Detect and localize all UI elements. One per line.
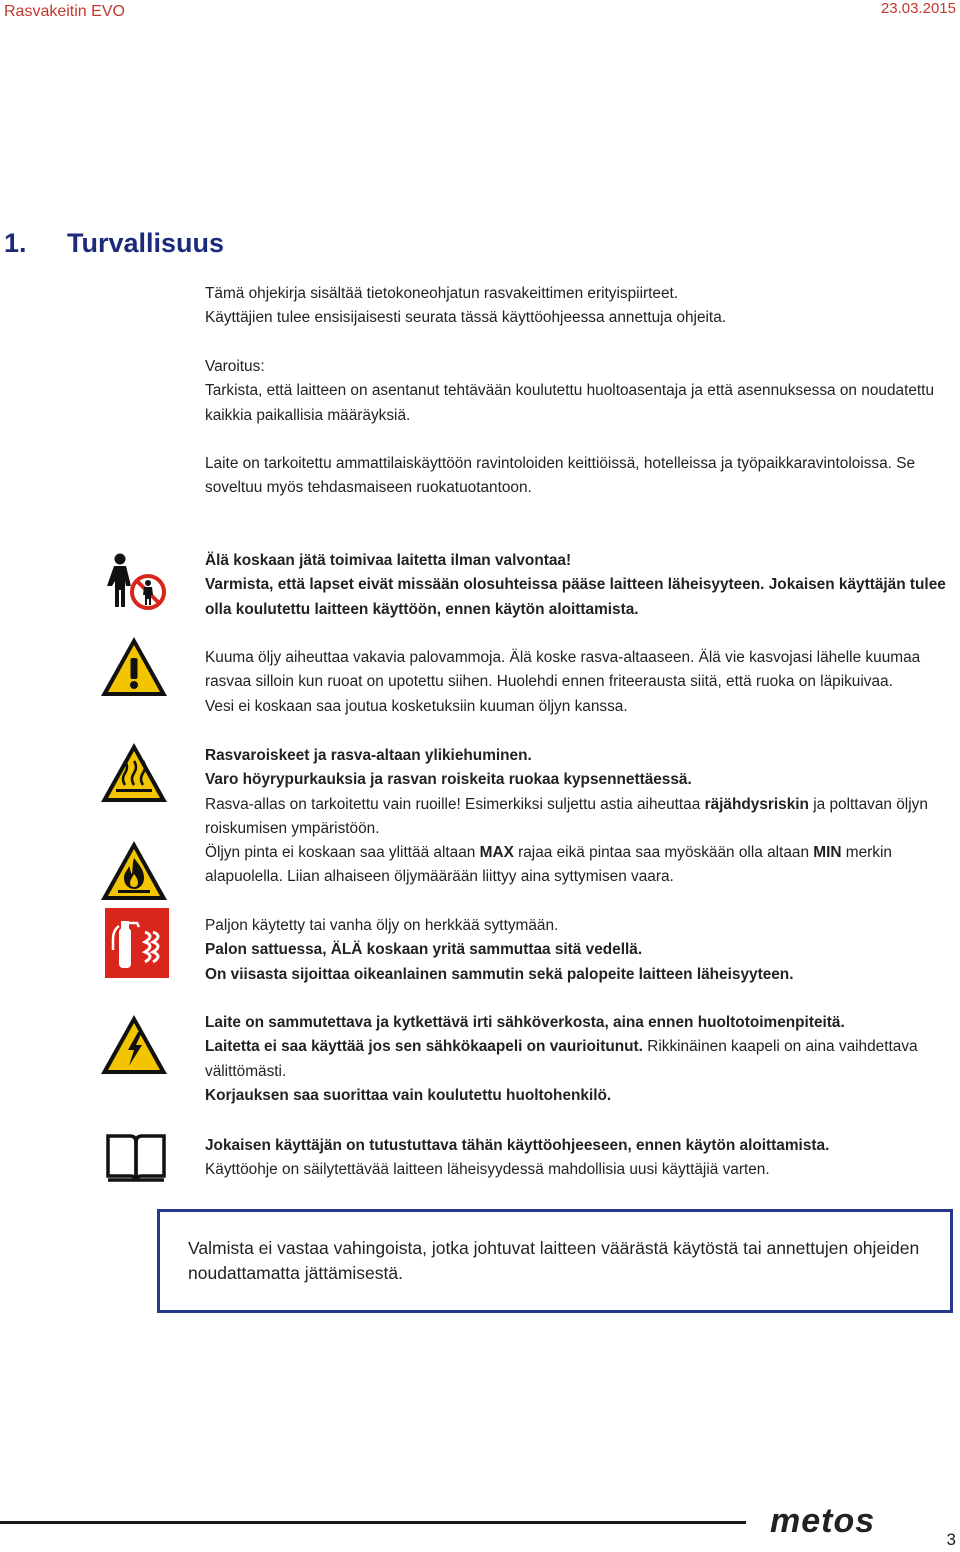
warning-text: Tarkista, että laitteen on asentanut tehtävään koulutettu huoltoasentaja ja että asennuksessa on noudatettu kaikkia paikallisia määräyksiä.: [205, 382, 935, 424]
fire-bold-2: On viisasta sijoittaa oikeanlainen sammutin sekä palopeite laitteen läheisyyteen.: [205, 965, 794, 983]
hot-oil-block: [205, 646, 960, 719]
electric-bold-3: Korjauksen saa suorittaa vain koulutettu huoltohenkilö.: [205, 1086, 612, 1104]
hot-surface-icon: [98, 740, 170, 806]
usage-text: Laite on tarkoitettu ammattilaiskäyttöön ravintoloiden keittiöissä, hotelleissa ja työpaikkaravintoloissa. Se soveltuu myös tehdasmaiseen ruokatuotantoon.: [205, 455, 916, 497]
supervision-block: [205, 549, 960, 622]
supervision-bold-1: Älä koskaan jätä toimivaa laitetta ilman valvontaa!: [205, 552, 572, 569]
splash-bold-1: Rasvaroiskeet ja rasva-altaan ylikiehuminen.: [205, 747, 532, 764]
usage-paragraph: [205, 452, 960, 501]
document-header-title: Rasvakeitin EVO: [4, 3, 125, 20]
fire-extinguisher-icon: [105, 908, 169, 978]
read-manual-icon: [104, 1130, 168, 1184]
splash-text-2d: MIN: [813, 844, 842, 862]
no-children-icon: [106, 552, 168, 612]
splash-text-2a: Öljyn pinta ei koskaan saa ylittää altaan: [205, 844, 480, 862]
manual-text-1: Käyttöohje on säilytettävää laitteen läheisyydessä mahdollisia uusi käyttäjiä varten.: [205, 1161, 770, 1179]
splash-text-2c: rajaa eikä pintaa saa myöskään olla altaan: [513, 844, 814, 862]
intro-line-2: Käyttäjien tulee ensisijaisesti seurata tässä käyttöohjeessa annettuja ohjeita.: [205, 309, 727, 327]
section-number: 1.: [4, 228, 27, 258]
splash-block: [205, 744, 960, 890]
liability-notice-text: Valmista ei vastaa vahingoista, jotka johtuvat laitteen väärästä käytöstä tai annettujen ohjeiden noudattamatta jättämisestä.: [188, 1238, 920, 1283]
flammable-icon: [98, 838, 170, 904]
splash-bold-2: Varo höyrypurkauksia ja rasvan roiskeita ruokaa kypsennettäessä.: [205, 771, 692, 789]
page-number: 3: [946, 1530, 956, 1549]
warning-label: Varoitus:: [205, 358, 265, 375]
splash-text-2: [205, 841, 960, 890]
hot-oil-text-2: Vesi ei koskaan saa joutua kosketuksiin kuuman öljyn kanssa.: [205, 697, 628, 715]
electric-hazard-icon: [98, 1012, 170, 1078]
section-title: [4, 228, 224, 259]
footer-rule: [0, 1521, 746, 1524]
splash-text-1a: Rasva-allas on tarkoitettu vain ruoille! Esimerkiksi suljettu astia aiheuttaa: [205, 795, 705, 813]
fire-block: [205, 914, 960, 987]
splash-text-1c: ja polttavan öljyn roiskumisen ympäristöön.: [205, 795, 928, 837]
section-title-text: Turvallisuus: [67, 228, 225, 258]
electric-bold-2a: Laitetta ei saa käyttää jos sen sähkökaapeli on vaurioitunut.: [205, 1038, 643, 1056]
splash-text-1b: räjähdysriskin: [704, 795, 809, 813]
fire-bold-1: Palon sattuessa, ÄLÄ koskaan yritä sammuttaa sitä vedellä.: [205, 941, 643, 959]
manual-bold-1: Jokaisen käyttäjän on tutustuttava tähän käyttöohjeeseen, ennen käytön aloittamista.: [205, 1137, 830, 1154]
document-header-date: 23.03.2015: [880, 0, 956, 17]
intro-line-1: Tämä ohjekirja sisältää tietokoneohjatun rasvakeittimen erityispiirteet.: [205, 285, 679, 302]
warning-paragraph: [205, 355, 960, 428]
electric-bold-1: Laite on sammutettava ja kytkettävä irti sähköverkosta, aina ennen huoltotoimenpiteitä.: [205, 1014, 845, 1031]
general-warning-icon: [98, 634, 170, 700]
electric-text-2: [205, 1035, 960, 1084]
hot-oil-text-1: Kuuma öljy aiheuttaa vakavia palovammoja. Älä koske rasva-altaaseen. Älä vie kasvojasi lähelle kuumaa rasvaa silloin kun ruoat on upotettu siihen. Huolehdi ennen friteerausta siitä, että ruoka on läpikuivaa.: [205, 649, 921, 691]
splash-text-1: [205, 793, 960, 842]
splash-text-2b: MAX: [479, 844, 514, 862]
intro-paragraph: [205, 282, 960, 331]
electric-block: [205, 1011, 960, 1108]
fire-text-1: Paljon käytetty tai vanha öljy on herkkää syttymään.: [205, 917, 559, 934]
splash-text-2e: merkin alapuolella. Liian alhaiseen öljymäärään liittyy aina syttymisen vaara.: [205, 844, 892, 886]
electric-text-2b: Rikkinäinen kaapeli on aina vaihdettava välittömästi.: [205, 1038, 918, 1080]
liability-notice-box: [157, 1209, 953, 1313]
supervision-bold-2: Varmista, että lapset eivät missään olosuhteissa pääse laitteen läheisyyteen. Jokaisen käyttäjän tulee olla koulutettu laitteen käyttöön, ennen käytön aloittamista.: [205, 576, 946, 618]
manual-block: [205, 1134, 960, 1183]
metos-logo: metos: [770, 1502, 876, 1540]
